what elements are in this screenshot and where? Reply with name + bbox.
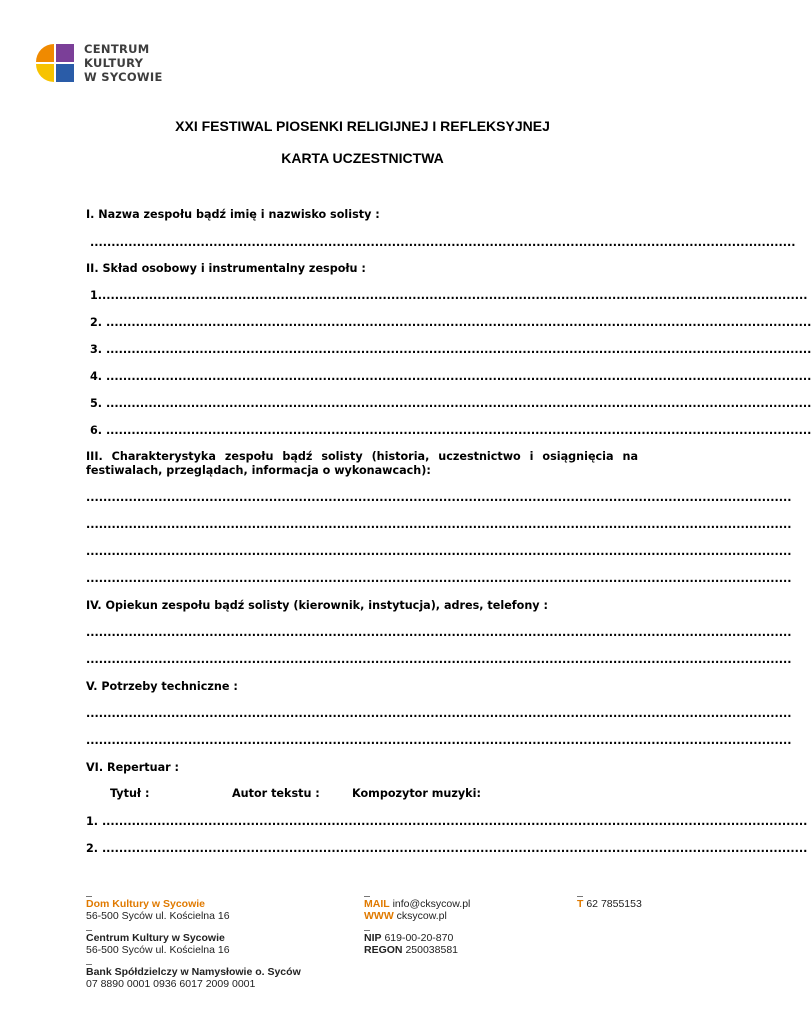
section-4-heading: IV. Opiekun zespołu bądź solisty (kierownik, instytucja), adres, telefony :	[86, 599, 548, 612]
fill-line[interactable]	[86, 653, 792, 666]
member-number: 5.	[90, 397, 106, 410]
member-number: 4.	[90, 370, 106, 383]
page-title: XXI FESTIWAL PIOSENKI RELIGIJNEJ I REFLEKSYJNEJ	[175, 118, 550, 134]
fill-dots: ......................................................................................................................................................................	[86, 572, 792, 585]
column-author: Autor tekstu :	[232, 787, 320, 800]
logo-line-1: CENTRUM	[84, 42, 150, 56]
column-composer: Kompozytor muzyki:	[352, 787, 481, 800]
member-number: 6.	[90, 424, 106, 437]
fill-dots: ......................................................................................................................................................................	[86, 707, 792, 720]
tel-label: T	[577, 898, 584, 910]
dash-mark	[364, 930, 370, 931]
fill-dots: ......................................................................................................................................................................	[105, 424, 811, 437]
regon-value: 250038581	[405, 944, 458, 956]
footer-bank-account: 07 8890 0001 0936 6017 2009 0001	[86, 978, 256, 990]
fill-line[interactable]	[86, 572, 792, 585]
fill-dots: ......................................................................................................................................................................	[90, 236, 796, 249]
section-2-heading: II. Skład osobowy i instrumentalny zespołu :	[86, 262, 366, 275]
section-1-heading: I. Nazwa zespołu bądź imię i nazwisko solisty :	[86, 208, 380, 221]
fill-dots: ......................................................................................................................................................................	[105, 316, 811, 329]
fill-dots: ......................................................................................................................................................................	[86, 545, 792, 558]
section-5-heading: V. Potrzeby techniczne :	[86, 680, 238, 693]
mail-value[interactable]: info@cksycow.pl	[392, 898, 471, 910]
fill-dots: ......................................................................................................................................................................	[101, 842, 808, 855]
member-number: 2.	[90, 316, 106, 329]
footer-centrum	[86, 930, 230, 956]
fill-dots: ......................................................................................................................................................................	[86, 734, 792, 747]
logo	[34, 42, 164, 86]
footer-bank-title: Bank Spółdzielczy w Namysłowie o. Syców	[86, 966, 301, 978]
section-6-heading: VI. Repertuar :	[86, 761, 180, 774]
fill-dots: ......................................................................................................................................................................	[86, 626, 792, 639]
nip-value: 619-00-20-870	[384, 932, 454, 944]
member-line[interactable]	[90, 370, 811, 383]
logo-mark-icon	[34, 42, 80, 86]
fill-line[interactable]	[86, 491, 792, 504]
fill-dots: ......................................................................................................................................................................	[105, 370, 811, 383]
www-value[interactable]: cksycow.pl	[396, 910, 447, 922]
footer-ck-title: Centrum Kultury w Sycowie	[86, 932, 225, 944]
regon-label: REGON	[364, 944, 403, 956]
dash-mark	[86, 930, 92, 931]
www-label: WWW	[364, 910, 394, 922]
fill-dots: ......................................................................................................................................................................	[101, 815, 808, 828]
footer-dom-title: Dom Kultury w Sycowie	[86, 898, 206, 910]
repertoire-number: 1.	[86, 815, 102, 828]
mail-label: MAIL	[364, 898, 390, 910]
repertoire-number: 2.	[86, 842, 102, 855]
fill-line[interactable]	[86, 707, 792, 720]
fill-dots: ......................................................................................................................................................................	[86, 491, 792, 504]
footer-ck-address: 56-500 Syców ul. Kościelna 16	[86, 944, 230, 956]
fill-dots: ......................................................................................................................................................................	[86, 653, 792, 666]
dash-mark	[364, 896, 370, 897]
member-line[interactable]	[90, 289, 808, 302]
footer-dom-address: 56-500 Syców ul. Kościelna 16	[86, 910, 230, 922]
member-number: 1.	[90, 289, 103, 302]
fill-line[interactable]	[86, 545, 792, 558]
tel-value: 62 7855153	[586, 898, 642, 910]
member-line[interactable]	[90, 316, 811, 329]
repertoire-line[interactable]	[86, 842, 808, 855]
member-line[interactable]	[90, 424, 811, 437]
fill-line[interactable]	[86, 626, 792, 639]
fill-dots: ......................................................................................................................................................................	[105, 343, 811, 356]
dash-mark	[86, 896, 92, 897]
fill-dots: ......................................................................................................................................................................	[105, 397, 811, 410]
section-3-heading: III. Charakterystyka zespołu bądź solisty (historia, uczestnictwo i osiągnięcia na festiwalach, przeglądach, informacja o wykonawcach):	[86, 450, 638, 477]
member-number: 3.	[90, 343, 106, 356]
dash-mark	[577, 896, 583, 897]
footer-dom-kultury	[86, 896, 230, 922]
page-subtitle: KARTA UCZESTNICTWA	[281, 150, 444, 166]
logo-line-2: KULTURY	[84, 56, 144, 70]
repertoire-line[interactable]	[86, 815, 808, 828]
footer-bank	[86, 964, 301, 990]
fill-line[interactable]	[86, 518, 792, 531]
fill-line[interactable]	[90, 236, 796, 249]
footer-registry	[364, 930, 458, 956]
fill-dots: ......................................................................................................................................................................	[86, 518, 792, 531]
footer-contact	[364, 896, 470, 922]
member-line[interactable]	[90, 397, 811, 410]
fill-line[interactable]	[86, 734, 792, 747]
footer-phone	[577, 896, 642, 910]
fill-dots: ......................................................................................................................................................................	[102, 289, 808, 302]
dash-mark	[86, 964, 92, 965]
nip-label: NIP	[364, 932, 382, 944]
column-title: Tytuł :	[110, 787, 150, 800]
logo-line-3: W SYCOWIE	[84, 70, 163, 84]
logo-text	[84, 42, 163, 84]
member-line[interactable]	[90, 343, 811, 356]
